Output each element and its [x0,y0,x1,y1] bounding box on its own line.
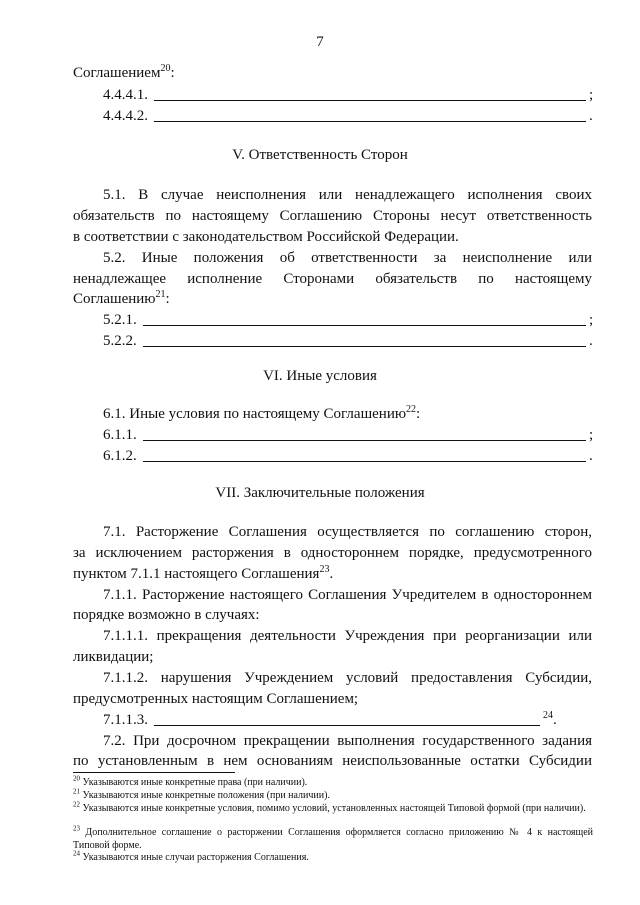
footnote-22: $^{22}$ Указываются иные конкретные условия, помимо условий, установленных настоящей Типовой формой (при наличии). [73,800,586,814]
item-6-1-2-end: . [589,448,593,464]
footnote-ref-23: 23 [319,564,330,575]
p5-1-line2: обязательств по настоящему Соглашению Стороны несут ответственность [73,208,592,224]
footnote-rule [73,772,235,773]
page-number: 7 [316,34,324,50]
p5-2-line3: Соглашению$^{21}$: [73,289,170,307]
p7-2-line1: 7.2. При досрочном прекращении выполнения государственного задания [103,733,592,749]
item-5-2-1-label: 5.2.1. [103,312,137,328]
footnote-20: $^{20}$ Указываются иные конкретные права (при наличии). [73,774,308,788]
p5-1-line3: в соответствии с законодательством Российской Федерации. [73,229,459,245]
p5-1-line1: 5.1. В случае неисполнения или ненадлежащего исполнения своих [103,187,592,203]
p7-1-line2: за исключением расторжения в одностороннем порядке, предусмотренного [73,545,592,561]
item-6-1-1-blank[interactable] [143,440,586,441]
item-4-4-4-2-blank[interactable] [154,121,586,122]
footnote-ref-22: 22 [406,404,417,415]
item-4-4-4-2-end: . [589,108,593,124]
footnote-21: $^{21}$ Указываются иные конкретные положения (при наличии). [73,787,330,801]
item-7-1-1-3-label: 7.1.1.3. [103,712,148,728]
p6-1: 6.1. Иные условия по настоящему Соглашению$^{22}$: [103,404,421,422]
item-5-2-2-label: 5.2.2. [103,333,137,349]
item-5-2-1-end: ; [589,312,594,328]
section-5-heading: V. Ответственность Сторон [232,147,408,163]
p5-2-line1: 5.2. Иные положения об ответственности за неисполнение или [103,250,592,266]
p7-1-line1: 7.1. Расторжение Соглашения осуществляется по соглашению сторон, [103,524,592,540]
p7-1-1-2-line1: 7.1.1.2. нарушения Учреждением условий предоставления Субсидии, [103,670,592,686]
item-4-4-4-2-label: 4.4.4.2. [103,108,148,124]
item-6-1-1-end: ; [589,427,594,443]
p5-2-line2: ненадлежащее исполнение Сторонами обязательств по настоящему [73,271,592,287]
item-6-1-2-label: 6.1.2. [103,448,137,464]
p7-1-1-1-line2: ликвидации; [73,649,154,665]
item-4-4-4-1-end: ; [589,87,594,103]
continuation-line: Соглашением$^{20}$: [73,63,175,81]
p7-1-1-line2: порядке возможно в случаях: [73,607,260,623]
item-4-4-4-1-blank[interactable] [154,100,586,101]
item-6-1-1-label: 6.1.1. [103,427,137,443]
p7-1-line3: пунктом 7.1.1 настоящего Соглашения$^{23}$. [73,564,334,582]
footnote-23: $^{23}$ Дополнительное соглашение о расторжении Соглашения оформляется согласно приложению № 4 к настоящей Типовой форме. [73,824,593,851]
item-6-1-2-blank[interactable] [143,461,586,462]
p7-1-1-1-line1: 7.1.1.1. прекращения деятельности Учреждения при реорганизации или [103,628,592,644]
item-5-2-2-end: . [589,333,593,349]
section-7-heading: VII. Заключительные положения [215,485,425,501]
p7-1-1-2-line2: предусмотренных настоящим Соглашением; [73,691,359,707]
item-5-2-2-blank[interactable] [143,346,586,347]
section-6-heading: VI. Иные условия [263,368,377,384]
item-7-1-1-3-end: $^{24}$. [543,710,557,728]
p7-1-1-line1: 7.1.1. Расторжение настоящего Соглашения Учредителем в одностороннем [103,587,592,603]
item-7-1-1-3-blank[interactable] [154,725,540,726]
footnote-24: $^{24}$ Указываются иные случаи расторжения Соглашения. [73,849,309,863]
item-5-2-1-blank[interactable] [143,325,586,326]
footnote-ref-20: 20 [160,63,171,74]
p7-2-line2: по установленным в нем основаниям неиспользованные остатки Субсидии [73,753,592,769]
item-4-4-4-1-label: 4.4.4.1. [103,87,148,103]
footnote-ref-24: 24 [543,710,553,721]
footnote-ref-21: 21 [155,289,166,300]
